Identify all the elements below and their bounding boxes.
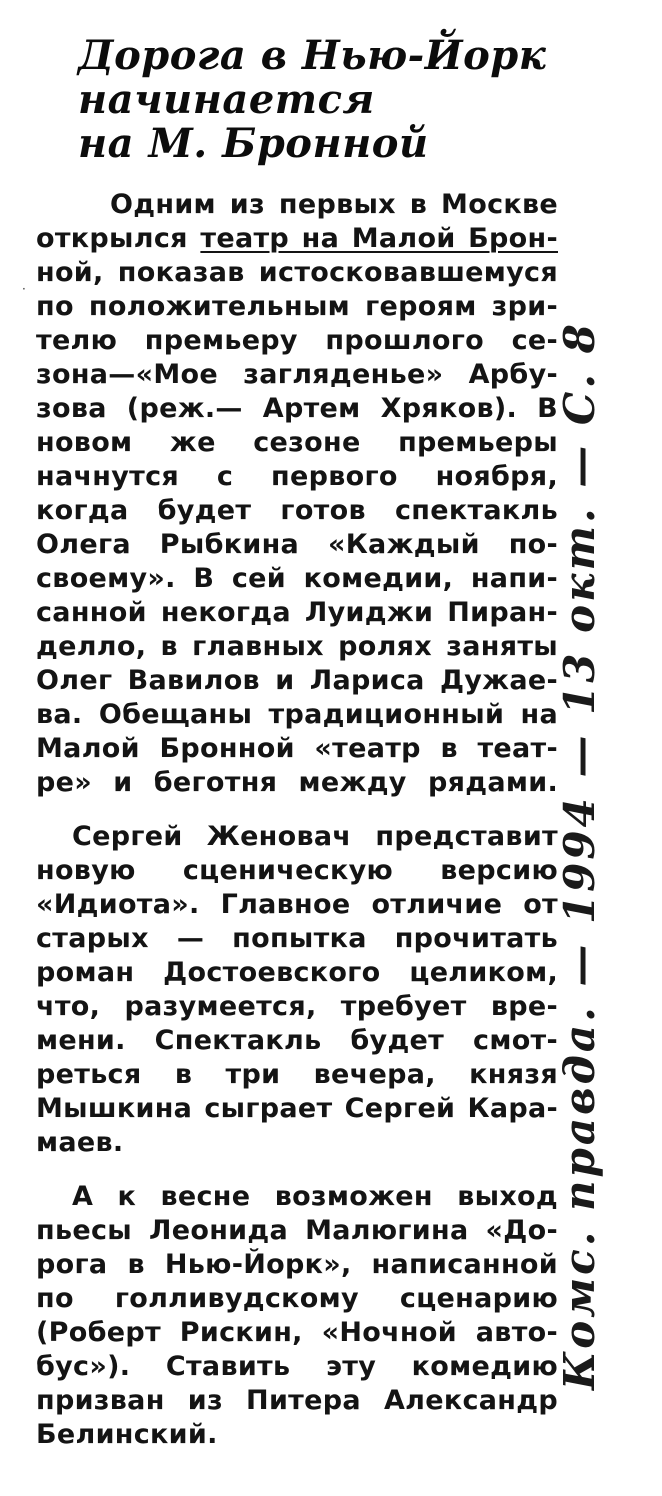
text-line: (Роберт Рискин, «Ночной авто- [36,1317,558,1348]
text-line: бус»). Ставить эту комедию [36,1351,558,1382]
article-headline [78,32,547,167]
text-line: Олег Вавилов и Лариса Дужае- [36,665,558,696]
headline-line-1: Дорога в Нью-Йорк [78,32,547,79]
text-line: «Идиота». Главное отличие от [36,889,558,920]
text-line: ва. Обещаны традиционный на [36,699,558,730]
text-line: санной некогда Луиджи Пиран- [36,597,558,628]
article-body [36,188,558,1452]
text-line: маев. [36,1127,124,1158]
text-line: зона—«Мое загляденье» Арбу- [36,359,558,390]
headline-line-3: на М. Бронной [78,120,429,167]
text-line: рога в Нью-Йорк», написанной [36,1249,558,1280]
text-line: что, разумеется, требует вре- [36,991,558,1022]
underlined-theatre-name: театр на Малой Брон- [200,223,558,254]
text-line: начнутся с первого ноября, [36,461,558,492]
text-line: ре» и беготня между рядами. [36,767,558,798]
text-line: Белинский. [36,1419,218,1450]
text-line: мени. Спектакль будет смот- [36,1025,558,1056]
text-line: по голливудскому сценарию [36,1283,558,1314]
text-line: роман Достоевского целиком, [36,957,558,988]
text-line: телю премьеру прошлого се- [36,325,558,356]
text-line: Одним из первых в Москве [110,189,558,220]
headline-line-2: начинается [78,76,375,123]
text-line: Сергей Женовач представит [72,821,558,852]
text-line: призван из Питера Александр [36,1385,558,1416]
text-line: старых — попытка прочитать [36,923,558,954]
handwritten-source-note: Комс. правда. — 1994 — 13 окт. — С. 8 [555,321,604,1390]
text-line: по положительным героям зри- [36,291,558,322]
text-line: делло, в главных ролях заняты [36,631,558,662]
text-line: своему». В сей комедии, напи- [36,563,558,594]
text-line: открылся театр на Малой Брон- [36,223,558,254]
text-line: новом же сезоне премьеры [36,427,558,458]
text-line: пьесы Леонида Малюгина «До- [36,1215,558,1246]
text-line: новую сценическую версию [36,855,558,886]
text-line: реться в три вечера, князя [36,1059,558,1090]
print-speck: · [22,282,26,296]
text-line: Мышкина сыграет Сергей Кара- [36,1093,558,1124]
text-line: когда будет готов спектакль [36,495,558,526]
text-line: А к весне возможен выход [72,1181,558,1212]
text-line: Малой Бронной «театр в теат- [36,733,558,764]
text-line: зова (реж.— Артем Хряков). В [36,393,558,424]
text-line: Олега Рыбкина «Каждый по- [36,529,558,560]
text-line: ной, показав истосковавшемуся [36,257,558,288]
